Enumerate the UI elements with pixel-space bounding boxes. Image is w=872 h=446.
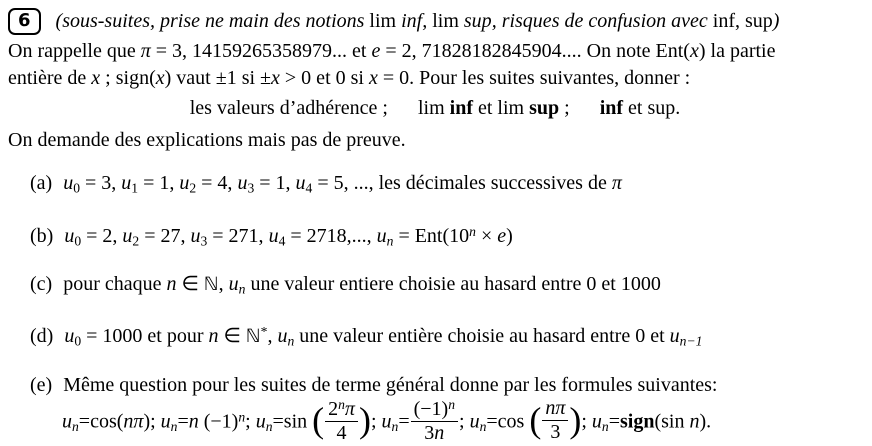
item-e-formula: un=cos(nπ); un=n $(-1)^n$; un=sin ( $\frac{2^n\pi}{4}$ ); un= $\frac{(-1)^n}{3n}$ ; un=cos ( $\frac{n\pi}{3}$ ); un=sign(sin n). bbox=[62, 396, 712, 444]
item-e-label: (e) bbox=[30, 373, 53, 396]
item-c bbox=[30, 271, 862, 302]
item-b-label: (b) bbox=[30, 224, 54, 247]
item-b-content: $u_0 = 2$, $u_2 = 27$, $u_3 = 271$, $u_4 = 2718$,..., un = $Ent(10^n \times e)$ bbox=[64, 223, 513, 248]
item-d bbox=[30, 319, 862, 355]
item-a bbox=[30, 170, 862, 201]
item-d-label: (d) bbox=[30, 325, 54, 348]
exercise-header bbox=[8, 8, 862, 35]
item-d-content: $u_0 = 1000$ et pour n ∈ ℕ*, un une valeur entière choisie au hasard entre 0 et un−1 bbox=[64, 324, 703, 349]
requested-values-line: les valeurs d’adhérence ; lim inf et lim sup ; inf et sup. bbox=[189, 97, 681, 119]
item-c-content: pour chaque n ∈ ℕ, un une valeur entiere choisie au hasard entre 0 et 1000 bbox=[63, 272, 661, 297]
item-a-content: $u_0 = 3$, $u_1 = 1$, $u_2 = 4$, $u_3 = 1$, $u_4 = 5$, ..., les décimales successives de π bbox=[63, 172, 622, 196]
fraction: $\frac{2^n\pi}{4}$ bbox=[325, 398, 358, 444]
exercise-number-box: 6 bbox=[8, 8, 41, 35]
item-e bbox=[30, 372, 862, 398]
item-b bbox=[30, 218, 862, 254]
item-e-content: Même question pour les suites de terme général donne par les formules suivantes: bbox=[63, 373, 718, 396]
item-c-label: (c) bbox=[30, 272, 53, 295]
note-line: On demande des explications mais pas de preuve. bbox=[8, 129, 406, 151]
intro-line-1: On rappelle que π = 3, 14159265358979... et e = 2, 71828182845904.... On note Ent(x) la partie bbox=[8, 40, 776, 62]
exercise-subtitle: (sous-suites, prise ne main des notions lim inf, lim sup, risques de confusion avec inf, sup) bbox=[55, 10, 780, 32]
fraction: $\frac{n\pi}{3}$ bbox=[542, 398, 568, 443]
intro-line-2: entière de x ; sign(x) vaut ±1 si ±x > 0 et 0 si x = 0. Pour les suites suivantes, donner : bbox=[8, 67, 691, 89]
fraction: $\frac{(-1)^n}{3n}$ bbox=[411, 398, 458, 444]
item-a-label: (a) bbox=[30, 172, 53, 194]
item-list bbox=[8, 170, 862, 446]
